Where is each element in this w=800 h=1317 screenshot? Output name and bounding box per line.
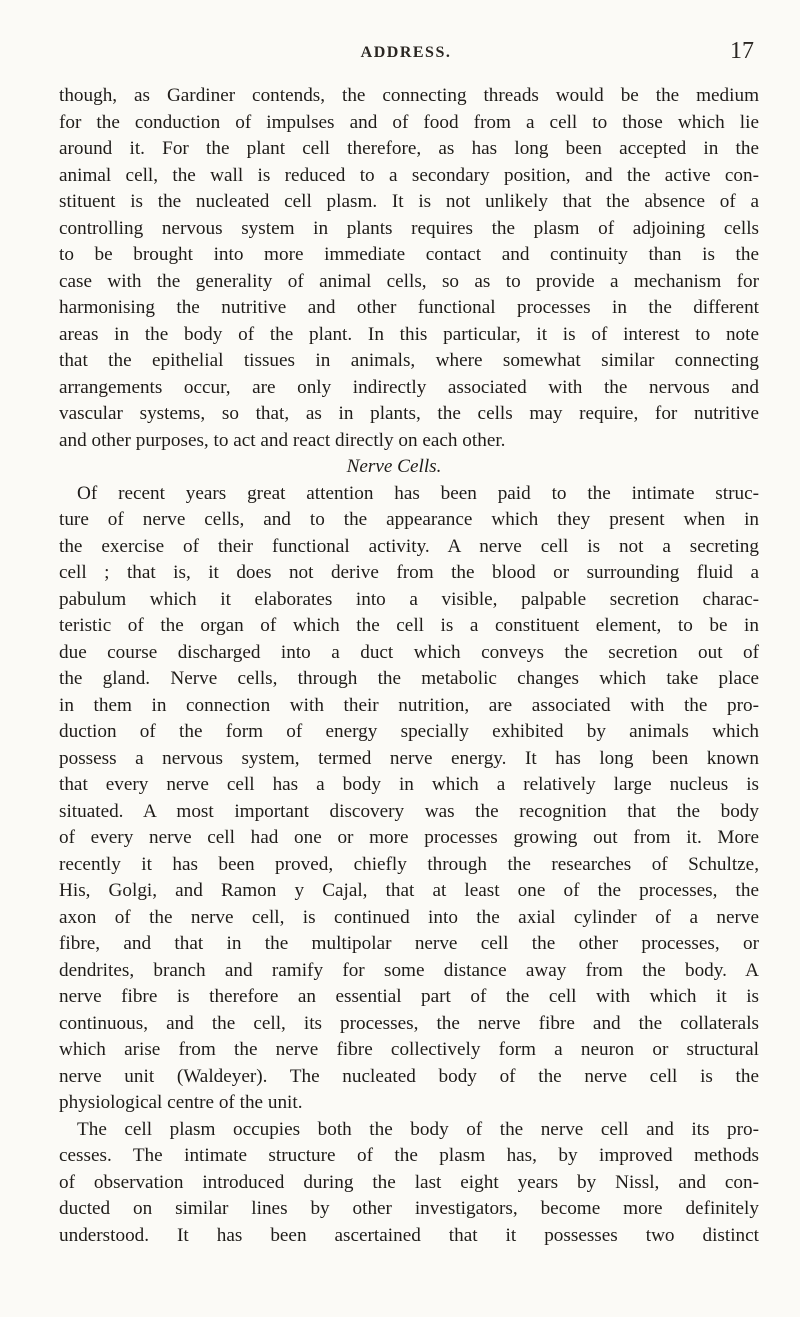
- text-line: areas in the body of the plant. In this particular, it is of interest to note: [59, 323, 759, 345]
- text-line: animal cell, the wall is reduced to a secondary position, and the active con-: [59, 164, 759, 186]
- page-number: 17: [730, 38, 754, 64]
- paragraph-2: [59, 481, 759, 1117]
- text-line: Of recent years great attention has been paid to the intimate struc-: [77, 482, 759, 504]
- text-line: the exercise of their functional activity. A nerve cell is not a secreting: [59, 535, 759, 557]
- running-header: [58, 38, 754, 78]
- paragraph-1: [59, 83, 759, 454]
- text-line: cell ; that is, it does not derive from the blood or surrounding fluid a: [59, 562, 759, 583]
- text-line: arrangements occur, are only indirectly associated with the nervous and: [59, 376, 759, 398]
- text-line: of observation introduced during the last eight years by Nissl, and con-: [59, 1171, 759, 1193]
- text-line: duction of the form of energy specially exhibited by animals which: [59, 721, 759, 742]
- text-line: harmonising the nutritive and other functional processes in the different: [59, 297, 759, 318]
- text-line: teristic of the organ of which the cell is a constituent element, to be in: [59, 615, 759, 636]
- text-line: that the epithelial tissues in animals, where somewhat similar connecting: [59, 350, 759, 371]
- text-line: physiological centre of the unit.: [59, 1092, 303, 1113]
- text-line: ture of nerve cells, and to the appearance which they present when in: [59, 509, 759, 530]
- text-line: The cell plasm occupies both the body of the nerve cell and its pro-: [77, 1118, 759, 1140]
- text-line: stituent is the nucleated cell plasm. It is not unlikely that the absence of a: [59, 191, 759, 212]
- text-line: nerve unit (Waldeyer). The nucleated body of the nerve cell is the: [59, 1065, 759, 1087]
- text-line: pabulum which it elaborates into a visible, palpable secretion charac-: [59, 588, 759, 610]
- text-line: axon of the nerve cell, is continued into the axial cylinder of a nerve: [59, 906, 759, 928]
- text-line: His, Golgi, and Ramon y Cajal, that at least one of the processes, the: [59, 880, 759, 901]
- text-line: of every nerve cell had one or more processes growing out from it. More: [59, 827, 759, 848]
- text-line: case with the generality of animal cells, so as to provide a mechanism for: [59, 270, 759, 292]
- text-line: to be brought into more immediate contact and continuity than is the: [59, 244, 759, 265]
- text-line: understood. It has been ascertained that it possesses two distinct: [59, 1224, 759, 1246]
- text-line: that every nerve cell has a body in which a relatively large nucleus is: [59, 774, 759, 795]
- text-line: which arise from the nerve fibre collectively form a neuron or structural: [59, 1039, 759, 1060]
- text-line: in them in connection with their nutrition, are associated with the pro-: [59, 694, 759, 716]
- text-line: situated. A most important discovery was the recognition that the body: [59, 800, 759, 822]
- text-line: possess a nervous system, termed nerve energy. It has long been known: [59, 747, 759, 769]
- text-line: the gland. Nerve cells, through the metabolic changes which take place: [59, 668, 759, 689]
- text-line: recently it has been proved, chiefly through the researches of Schultze,: [59, 853, 759, 875]
- paragraph-3: [59, 1117, 759, 1250]
- text-line: continuous, and the cell, its processes, the nerve fibre and the collaterals: [59, 1012, 759, 1034]
- text-line: for the conduction of impulses and of food from a cell to those which lie: [59, 111, 759, 133]
- text-line: though, as Gardiner contends, the connecting threads would be the medium: [59, 85, 759, 106]
- body-text: [59, 83, 759, 1249]
- text-line: controlling nervous system in plants requires the plasm of adjoining cells: [59, 217, 759, 239]
- text-line: due course discharged into a duct which conveys the secretion out of: [59, 641, 759, 663]
- text-line: fibre, and that in the multipolar nerve cell the other processes, or: [59, 933, 759, 954]
- text-line: cesses. The intimate structure of the plasm has, by improved methods: [59, 1145, 759, 1166]
- section-heading: Nerve Cells.: [346, 456, 442, 477]
- text-line: ducted on similar lines by other investigators, become more definitely: [59, 1198, 759, 1219]
- text-line: around it. For the plant cell therefore, as has long been accepted in the: [59, 138, 759, 159]
- running-title: ADDRESS.: [360, 44, 452, 61]
- text-line: nerve fibre is therefore an essential part of the cell with which it is: [59, 986, 759, 1007]
- text-line: dendrites, branch and ramify for some distance away from the body. A: [59, 959, 759, 981]
- text-line: vascular systems, so that, as in plants, the cells may require, for nutritive: [59, 403, 759, 424]
- text-line: and other purposes, to act and react directly on each other.: [59, 429, 506, 451]
